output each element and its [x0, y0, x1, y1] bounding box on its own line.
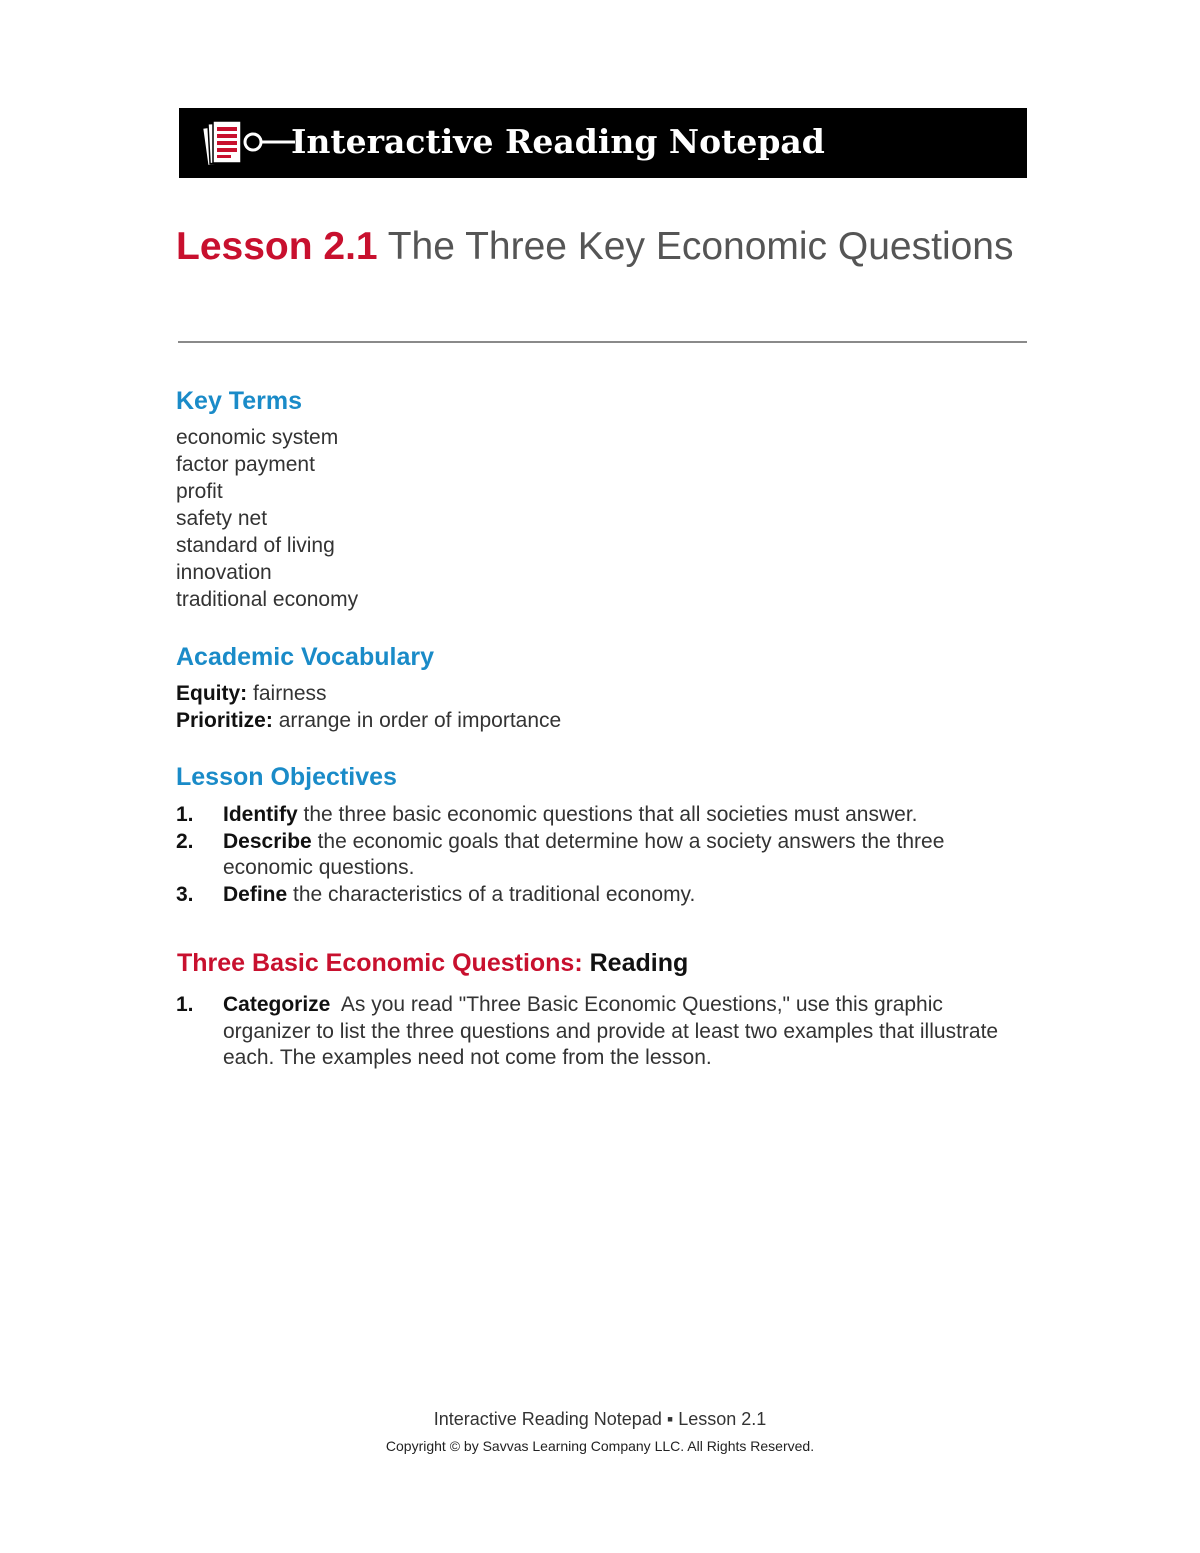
vocabulary-list: [176, 680, 561, 734]
reading-heading-text: Three Basic Economic Questions:: [177, 949, 583, 977]
vocabulary-definition: fairness: [253, 682, 327, 705]
academic-vocabulary-heading: Academic Vocabulary: [176, 643, 434, 671]
lesson-objectives-heading: Lesson Objectives: [176, 763, 397, 791]
lesson-title-text: The Three Key Economic Questions: [387, 225, 1014, 268]
key-term: innovation: [176, 561, 272, 584]
lesson-number: Lesson 2.1: [176, 225, 378, 268]
key-term: safety net: [176, 507, 268, 530]
item-number: 1.: [176, 803, 194, 826]
footer-copyright: Copyright © by Savvas Learning Company LLC. All Rights Reserved.: [385, 1438, 815, 1454]
key-terms-heading: Key Terms: [176, 387, 302, 415]
item-number: 3.: [176, 882, 194, 906]
objective-item: [176, 802, 1023, 829]
objective-item: [176, 882, 1023, 909]
vocabulary-term: Equity:: [176, 682, 248, 705]
reading-section-heading: [177, 948, 688, 978]
item-number: 1.: [176, 993, 194, 1016]
key-term: profit: [176, 480, 223, 503]
title-divider: [178, 341, 1027, 343]
key-term: traditional economy: [176, 588, 359, 611]
footer-title: Interactive Reading Notepad ▪ Lesson 2.1: [433, 1409, 767, 1429]
vocabulary-item: [176, 707, 561, 734]
vocabulary-item: [176, 680, 561, 707]
vocabulary-definition: arrange in order of importance: [278, 709, 562, 732]
page-title: [176, 222, 1026, 272]
objective-item: [176, 829, 1023, 882]
objective-verb: Define: [223, 882, 288, 906]
notepad-key-icon: [199, 114, 299, 174]
reading-text: As you read "Three Basic Economic Questions," use this graphic organizer to list the three questions and provide at least two examples that illustrate each. The examples need not come from the lesson.: [223, 993, 999, 1069]
reading-item: [176, 992, 1023, 1072]
objectives-list: [176, 802, 1023, 908]
objective-verb: Describe: [223, 829, 312, 853]
objective-text: the characteristics of a traditional economy.: [293, 882, 696, 906]
reading-verb: Categorize: [223, 993, 331, 1016]
objective-text: the three basic economic questions that all societies must answer.: [303, 803, 918, 826]
key-terms-list: [176, 424, 358, 613]
key-term: economic system: [176, 426, 339, 449]
reading-heading-suffix: Reading: [589, 949, 689, 977]
vocabulary-term: Prioritize:: [176, 709, 273, 732]
objective-verb: Identify: [223, 803, 298, 826]
key-term: factor payment: [176, 453, 315, 476]
item-number: 2.: [176, 829, 194, 853]
header-banner: [179, 108, 1027, 178]
banner-title: Interactive Reading Notepad: [291, 122, 825, 161]
objective-text: the economic goals that determine how a society answers the three economic questions.: [223, 829, 945, 879]
reading-list: [176, 992, 1023, 1072]
key-term: standard of living: [176, 534, 335, 557]
